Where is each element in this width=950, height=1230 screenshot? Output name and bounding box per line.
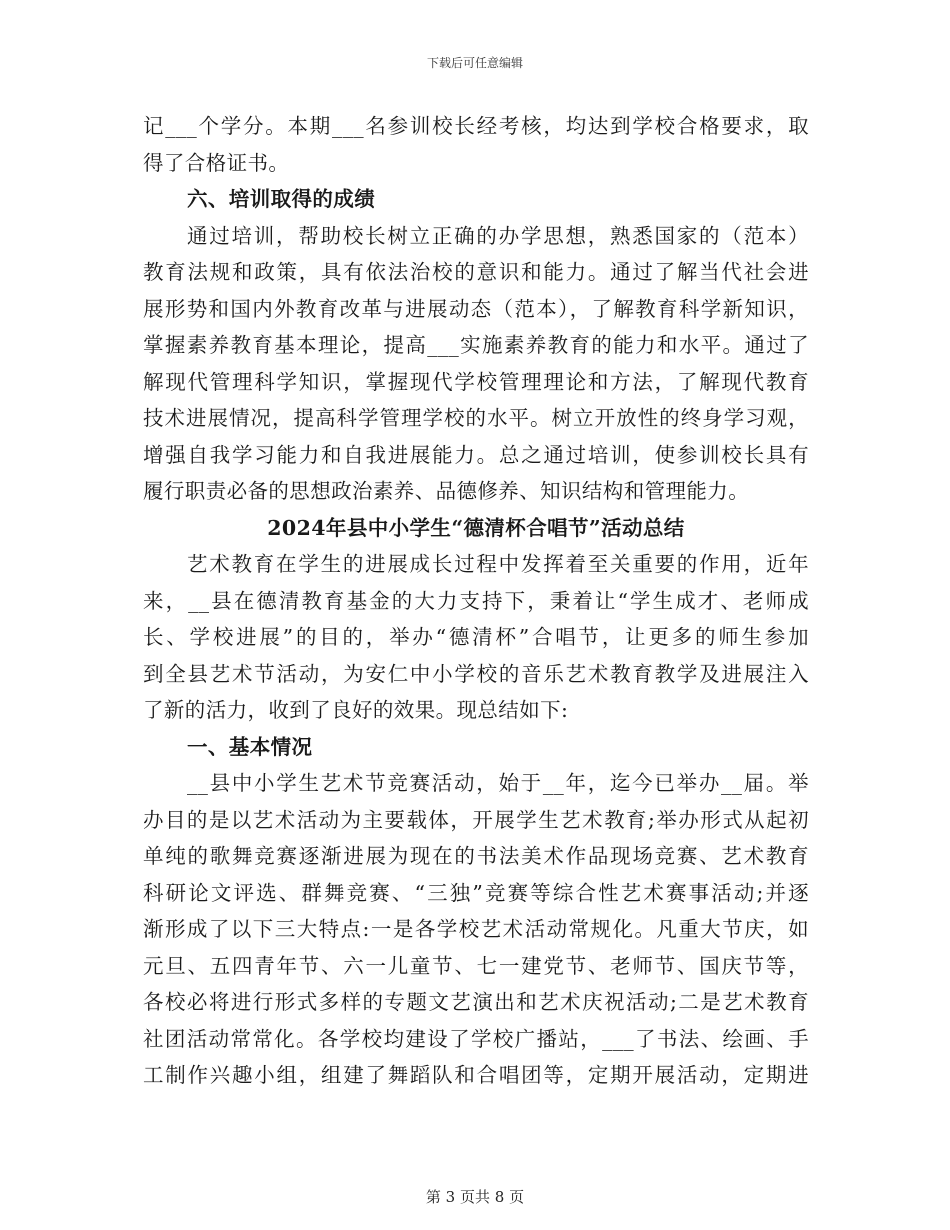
text-line: 通过培训，帮助校长树立正确的办学思想，熟悉国家的（范本） — [187, 223, 809, 248]
text-line: 展形势和国内外教育改革与进展动态（范本），了解教育科学新知识， — [143, 296, 809, 321]
text-line: 艺术教育在学生的进展成长过程中发挥着至关重要的作用，近年 — [187, 552, 809, 576]
page-header: 下载后可任意编辑 — [426, 56, 523, 70]
text-line: 社团活动常常化。各学校均建设了学校广播站，___了书法、绘画、手 — [143, 1026, 809, 1051]
text-line: 办目的是以艺术活动为主要载体，开展学生艺术教育;举办形式从起初 — [143, 807, 809, 832]
text-line: 各校必将进行形式多样的专题文艺演出和艺术庆祝活动;二是艺术教育 — [143, 990, 809, 1014]
text-line: 增强自我学习能力和自我进展能力。总之通过培训，使参训校长具有 — [143, 442, 809, 467]
text-line: 得了合格证书。 — [143, 150, 290, 175]
text-line: 到全县艺术节活动，为安仁中小学校的音乐艺术教育教学及进展注入 — [143, 661, 809, 686]
heading-line: 一、基本情况 — [187, 734, 313, 759]
heading-line: 2024年县中小学生“德清杯合唱节”活动总结 — [267, 515, 685, 540]
text-line: 解现代管理科学知识，掌握现代学校管理理论和方法，了解现代教育 — [143, 369, 809, 394]
document-body — [143, 108, 809, 1094]
text-line: 元旦、五四青年节、六一儿童节、七一建党节、老师节、国庆节等， — [143, 953, 809, 978]
text-line: 单纯的歌舞竞赛逐渐进展为现在的书法美术作品现场竞赛、艺术教育 — [143, 844, 809, 868]
page-footer: 第 3 页共 8 页 — [425, 1188, 525, 1206]
text-line: 掌握素养教育基本理论，提高___实施素养教育的能力和水平。通过了 — [143, 333, 809, 357]
text-line: __县中小学生艺术节竞赛活动，始于__年，迄今已举办__届。举 — [187, 771, 809, 795]
text-line: 来，__县在德清教育基金的大力支持下，秉着让“学生成才、老师成 — [143, 588, 809, 613]
text-line: 了新的活力，收到了良好的效果。现总结如下: — [143, 698, 569, 722]
text-line: 渐形成了以下三大特点:一是各学校艺术活动常规化。凡重大节庆，如 — [143, 917, 809, 941]
text-line: 科研论文评选、群舞竞赛、“三独”竞赛等综合性艺术赛事活动;并逐 — [143, 880, 809, 905]
text-line: 技术进展情况，提高科学管理学校的水平。树立开放性的终身学习观， — [143, 406, 809, 430]
text-line: 工制作兴趣小组，组建了舞蹈队和合唱团等，定期开展活动，定期进 — [143, 1063, 809, 1087]
text-line: 长、学校进展”的目的，举办“德清杯”合唱节，让更多的师生参加 — [143, 625, 809, 649]
heading-line: 六、培训取得的成绩 — [187, 187, 376, 211]
text-line: 履行职责必备的思想政治素养、品德修养、知识结构和管理能力。 — [143, 479, 750, 503]
text-line: 记___个学分。本期___名参训校长经考核，均达到学校合格要求，取 — [143, 114, 809, 138]
text-line: 教育法规和政策，具有依法治校的意识和能力。通过了解当代社会进 — [143, 260, 809, 284]
